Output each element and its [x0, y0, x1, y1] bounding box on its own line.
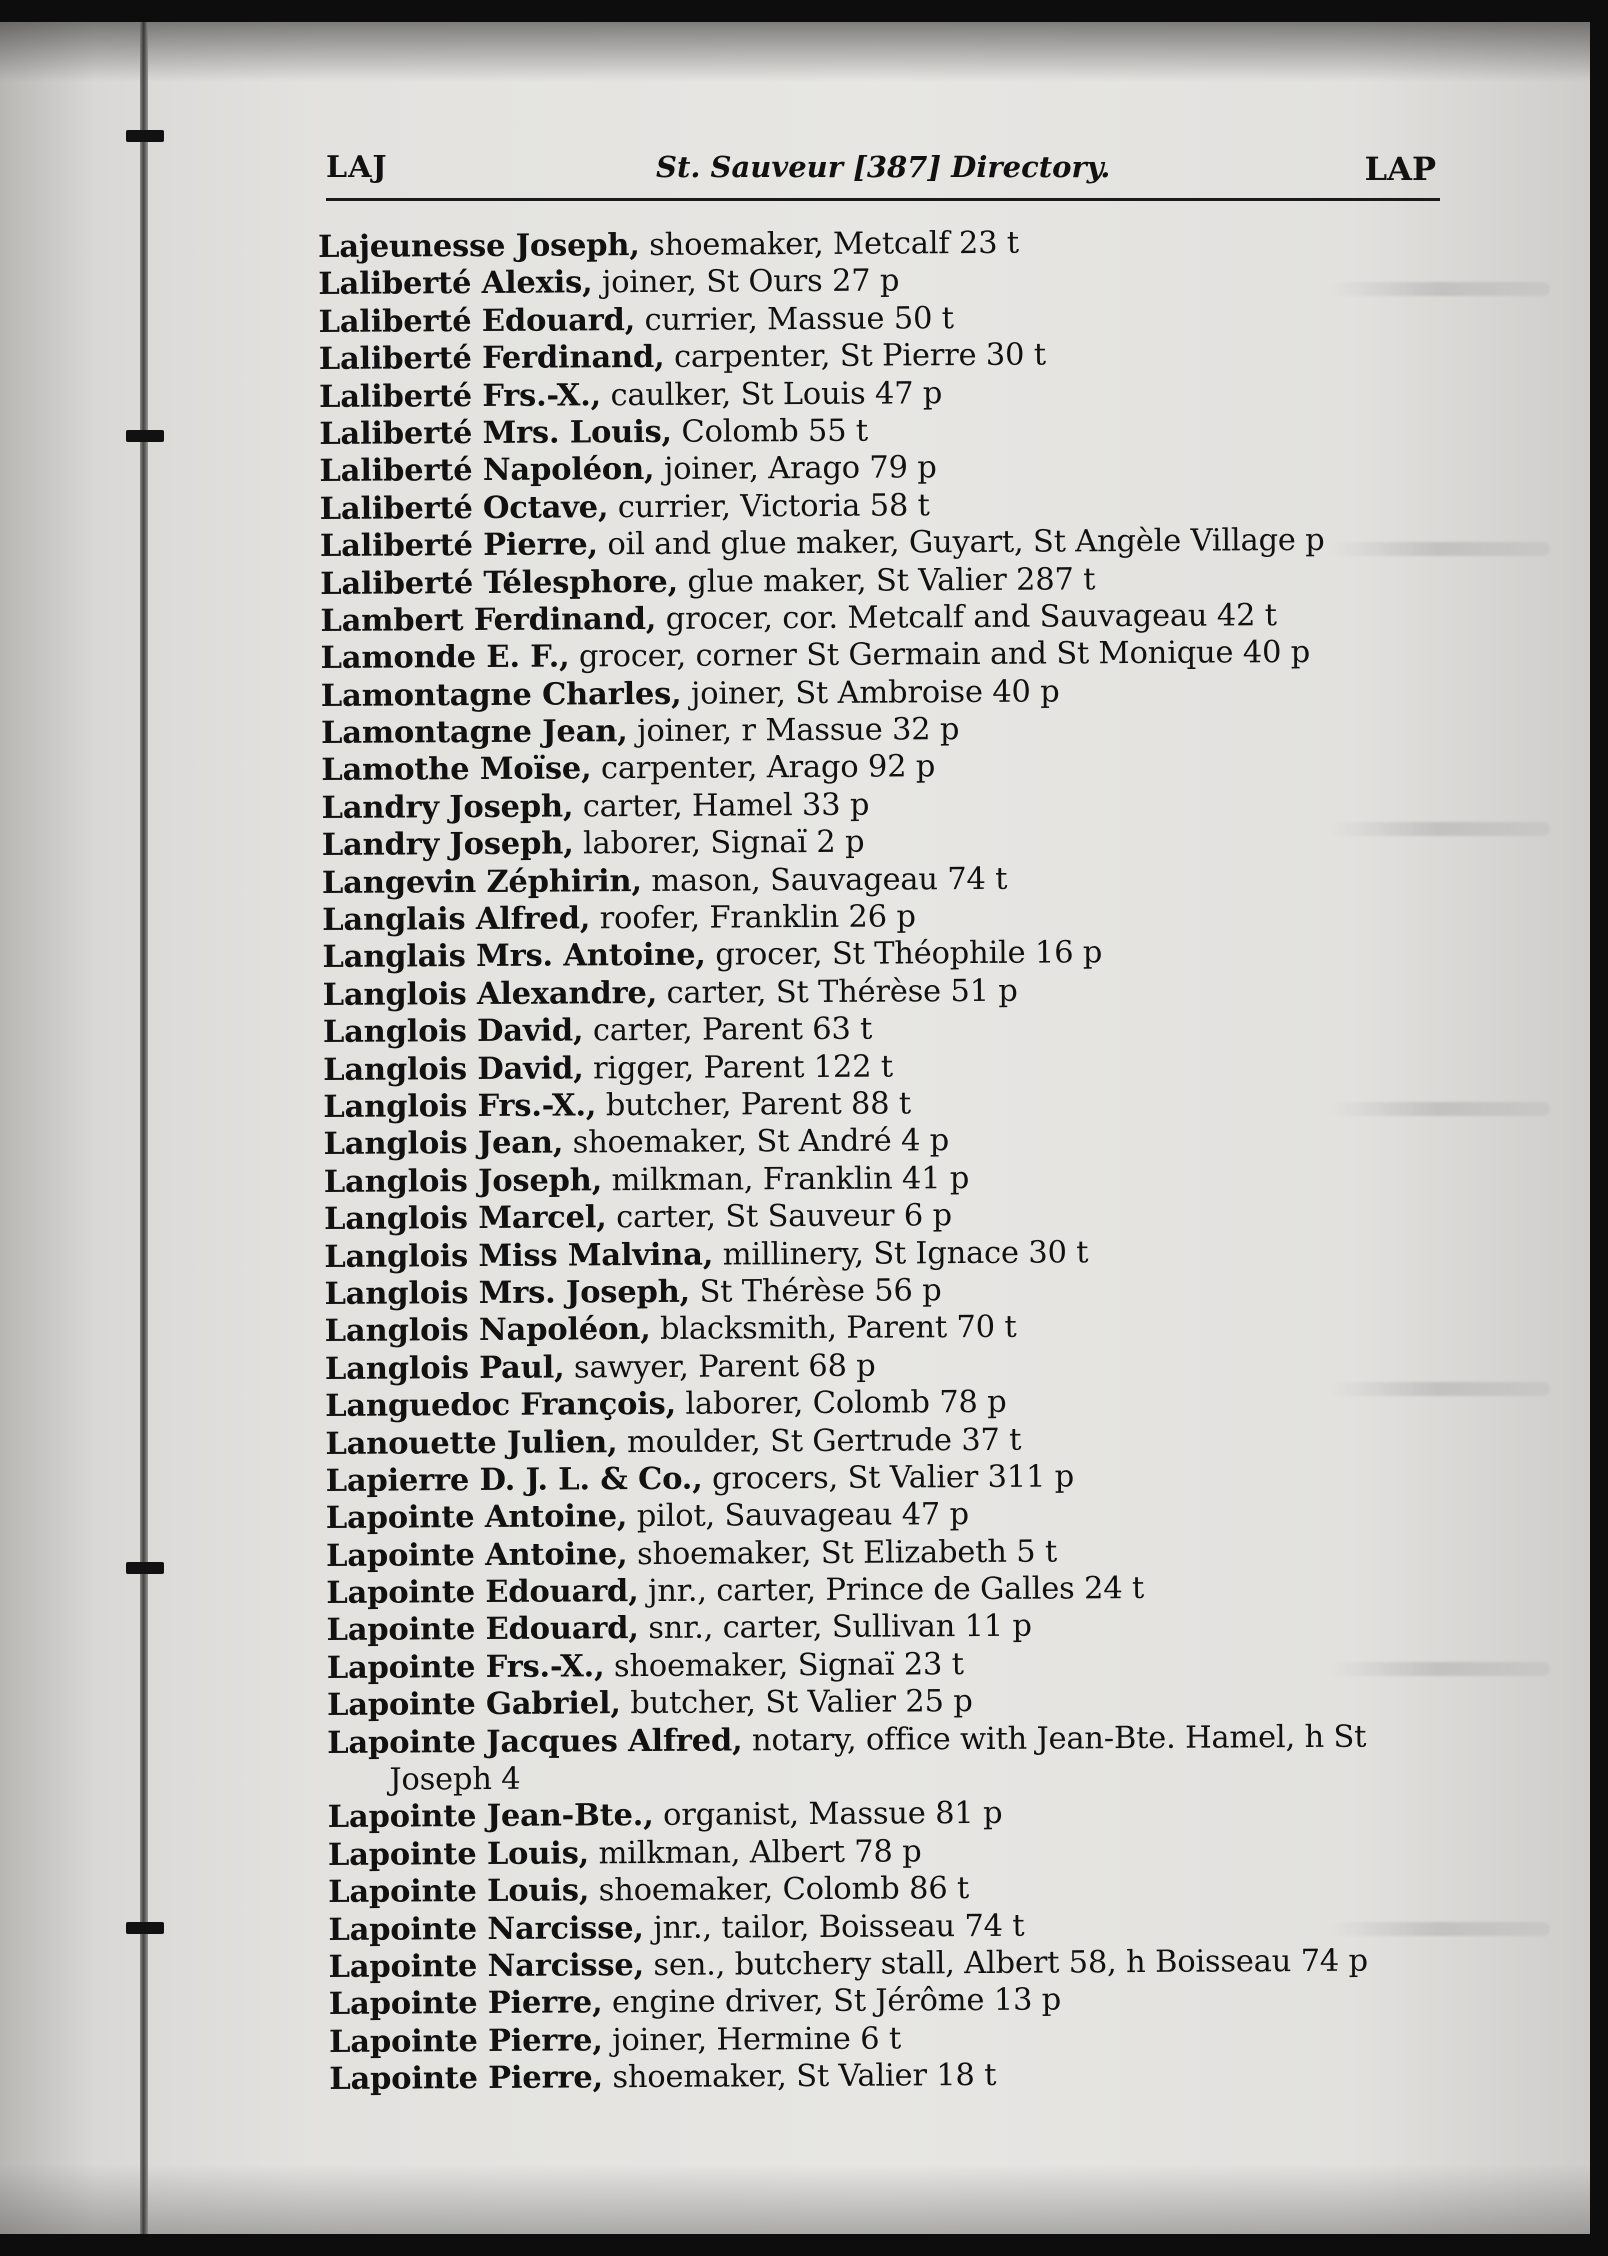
binding-clip: [126, 1922, 164, 1934]
entry-details: oil and glue maker, Guyart, St Angèle Village p: [597, 522, 1325, 563]
entry-details: grocer, corner St Germain and St Monique 40 p: [569, 635, 1311, 675]
entry-name: Lapointe Jean-Bte.,: [327, 1797, 654, 1836]
entry-name: Langlais Mrs. Antoine,: [322, 937, 706, 976]
entry-details: mason, Sauvageau 74 t: [641, 861, 1008, 899]
entry-details: pilot, Sauvageau 47 p: [627, 1497, 970, 1535]
entry-details: grocer, cor. Metcalf and Sauvageau 42 t: [656, 598, 1277, 637]
binding-clip: [126, 430, 164, 442]
entry-name: Lapointe Frs.-X.,: [326, 1648, 605, 1686]
directory-page: [0, 22, 1590, 2234]
entry-name: Laliberté Alexis,: [318, 264, 593, 303]
entry-details: carter, Parent 63 t: [583, 1011, 873, 1049]
entry-details: milkman, Franklin 41 p: [602, 1160, 970, 1199]
entry-name: Lambert Ferdinand,: [320, 600, 657, 639]
entry-details: shoemaker, St Valier 18 t: [602, 2058, 997, 2096]
running-header: [326, 150, 1436, 200]
entry-details: currier, Massue 50 t: [635, 300, 954, 338]
entry-name: Langlois Joseph,: [323, 1162, 603, 1200]
entry-details: notary, office with Jean-Bte. Hamel, h St: [742, 1719, 1367, 1759]
header-rule: [326, 198, 1440, 201]
directory-entry: [327, 1718, 1487, 1762]
entry-details: St Thérèse 56 p: [689, 1273, 942, 1310]
entry-name: Lapointe Pierre,: [329, 2059, 604, 2098]
entry-name: Langevin Zéphirin,: [321, 862, 642, 901]
entry-name: Lapointe Antoine,: [325, 1498, 628, 1537]
entry-name: Langlois David,: [322, 1012, 584, 1051]
entry-name: Langlois Paul,: [324, 1349, 565, 1387]
directory-entry: [321, 633, 1481, 677]
entry-name: Lamonde E. F.,: [320, 638, 570, 677]
entry-name: Langlais Alfred,: [322, 900, 591, 939]
entry-details: joiner, Arago 79 p: [654, 450, 937, 488]
entry-details: blacksmith, Parent 70 t: [650, 1310, 1017, 1348]
entry-name: Laliberté Frs.-X.,: [318, 376, 602, 415]
entry-details: millinery, St Ignace 30 t: [713, 1234, 1089, 1273]
header-right-guide-word: LAP: [1364, 150, 1436, 188]
entry-name: Laliberté Edouard,: [318, 301, 636, 340]
entry-name: Langlois Miss Malvina,: [324, 1236, 714, 1275]
entry-name: Lajeunesse Joseph,: [318, 227, 640, 265]
entry-details: rigger, Parent 122 t: [583, 1049, 893, 1086]
entry-name: Lapointe Gabriel,: [326, 1685, 621, 1724]
binding-clip: [126, 130, 164, 142]
entry-name: Langlois Marcel,: [323, 1199, 607, 1238]
entry-name: Laliberté Pierre,: [319, 526, 599, 565]
binding-clip: [126, 1562, 164, 1574]
entry-details: butcher, Parent 88 t: [596, 1086, 912, 1124]
directory-entry-list: [318, 222, 1489, 2099]
entry-details: carpenter, St Pierre 30 t: [664, 337, 1046, 376]
entry-details: sen., butchery stall, Albert 58, h Boisseau 74 p: [643, 1943, 1368, 1984]
entry-details: carpenter, Arago 92 p: [591, 749, 936, 787]
entry-details: jnr., tailor, Boisseau 74 t: [643, 1908, 1025, 1946]
entry-details: carter, St Thérèse 51 p: [656, 973, 1018, 1011]
entry-details: shoemaker, Colomb 86 t: [589, 1871, 970, 1909]
page-bottom-shadow: [0, 2164, 1590, 2234]
entry-name: Laliberté Napoléon,: [319, 451, 655, 490]
entry-name: Lapointe Louis,: [328, 1872, 590, 1911]
entry-name: Lapointe Jacques Alfred,: [327, 1722, 743, 1761]
entry-details: shoemaker, Signaï 23 t: [604, 1646, 964, 1685]
entry-details: glue maker, St Valier 287 t: [677, 561, 1096, 600]
entry-name: Lapointe Narcisse,: [328, 1909, 644, 1948]
entry-name: Languedoc François,: [325, 1385, 677, 1425]
entry-details: joiner, Hermine 6 t: [602, 2021, 902, 2059]
entry-name: Lanouette Julien,: [325, 1423, 618, 1462]
page-binding: [140, 22, 148, 2234]
entry-details: joiner, St Ours 27 p: [592, 263, 900, 301]
entry-name: Lapointe Pierre,: [328, 2022, 603, 2060]
entry-name: Langlois Napoléon,: [324, 1311, 651, 1350]
page-top-shadow: [0, 22, 1590, 82]
entry-details: Joseph 4: [389, 1761, 521, 1798]
entry-name: Landry Joseph,: [321, 788, 574, 826]
directory-entry: [329, 1942, 1489, 1986]
entry-details: laborer, Signaï 2 p: [573, 824, 865, 862]
entry-name: Lapointe Louis,: [327, 1835, 590, 1873]
directory-entry: [329, 2054, 1489, 2098]
entry-details: milkman, Albert 78 p: [588, 1834, 922, 1872]
header-title: St. Sauveur [387] Directory.: [656, 150, 1111, 184]
entry-details: grocers, St Valier 311 p: [702, 1459, 1075, 1497]
entry-name: Langlois Alexandre,: [322, 974, 658, 1013]
entry-details: organist, Massue 81 p: [653, 1796, 1003, 1834]
entry-details: engine driver, St Jérôme 13 p: [602, 1982, 1062, 2021]
entry-details: Colomb 55 t: [671, 413, 869, 450]
entry-name: Lamontagne Charles,: [320, 675, 682, 714]
entry-name: Lapointe Edouard,: [326, 1573, 639, 1612]
entry-details: shoemaker, Metcalf 23 t: [639, 225, 1020, 264]
entry-details: carter, St Sauveur 6 p: [606, 1198, 953, 1236]
entry-name: Lamothe Moïse,: [321, 750, 592, 789]
entry-details: butcher, St Valier 25 p: [620, 1684, 973, 1722]
entry-details: shoemaker, St Elizabeth 5 t: [627, 1534, 1058, 1572]
entry-name: Laliberté Ferdinand,: [318, 339, 665, 378]
entry-name: Lapointe Edouard,: [326, 1610, 639, 1649]
entry-name: Lapointe Narcisse,: [328, 1947, 645, 1985]
entry-name: Lamontagne Jean,: [320, 713, 628, 752]
header-left-guide-word: LAJ: [326, 150, 388, 185]
entry-name: Lapierre D. J. L. & Co.,: [325, 1460, 703, 1499]
entry-name: Laliberté Octave,: [319, 488, 609, 527]
entry-details: currier, Victoria 58 t: [608, 488, 930, 525]
entry-details: snr., carter, Sullivan 11 p: [638, 1609, 1032, 1647]
entry-name: Laliberté Mrs. Louis,: [319, 413, 673, 452]
directory-entry: [320, 521, 1480, 565]
entry-details: shoemaker, St André 4 p: [563, 1123, 950, 1161]
entry-name: Landry Joseph,: [321, 825, 574, 864]
entry-name: Langlois Mrs. Joseph,: [324, 1273, 691, 1312]
entry-details: joiner, r Massue 32 p: [627, 712, 960, 750]
entry-details: jnr., carter, Prince de Galles 24 t: [638, 1571, 1145, 1610]
entry-name: Langlois Jean,: [323, 1124, 564, 1163]
entry-name: Laliberté Télesphore,: [320, 563, 679, 602]
entry-name: Lapointe Antoine,: [325, 1535, 628, 1574]
entry-name: Langlois Frs.-X.,: [323, 1087, 597, 1125]
entry-details: laborer, Colomb 78 p: [675, 1384, 1007, 1422]
entry-details: joiner, St Ambroise 40 p: [681, 674, 1060, 712]
entry-details: moulder, St Gertrude 37 t: [617, 1422, 1022, 1460]
entry-name: Lapointe Pierre,: [328, 1984, 603, 2023]
entry-details: sawyer, Parent 68 p: [564, 1348, 876, 1386]
entry-details: roofer, Franklin 26 p: [590, 899, 916, 937]
entry-details: grocer, St Théophile 16 p: [705, 935, 1103, 974]
entry-details: caulker, St Louis 47 p: [600, 375, 943, 413]
entry-name: Langlois David,: [323, 1049, 584, 1088]
entry-details: carter, Hamel 33 p: [573, 787, 870, 825]
